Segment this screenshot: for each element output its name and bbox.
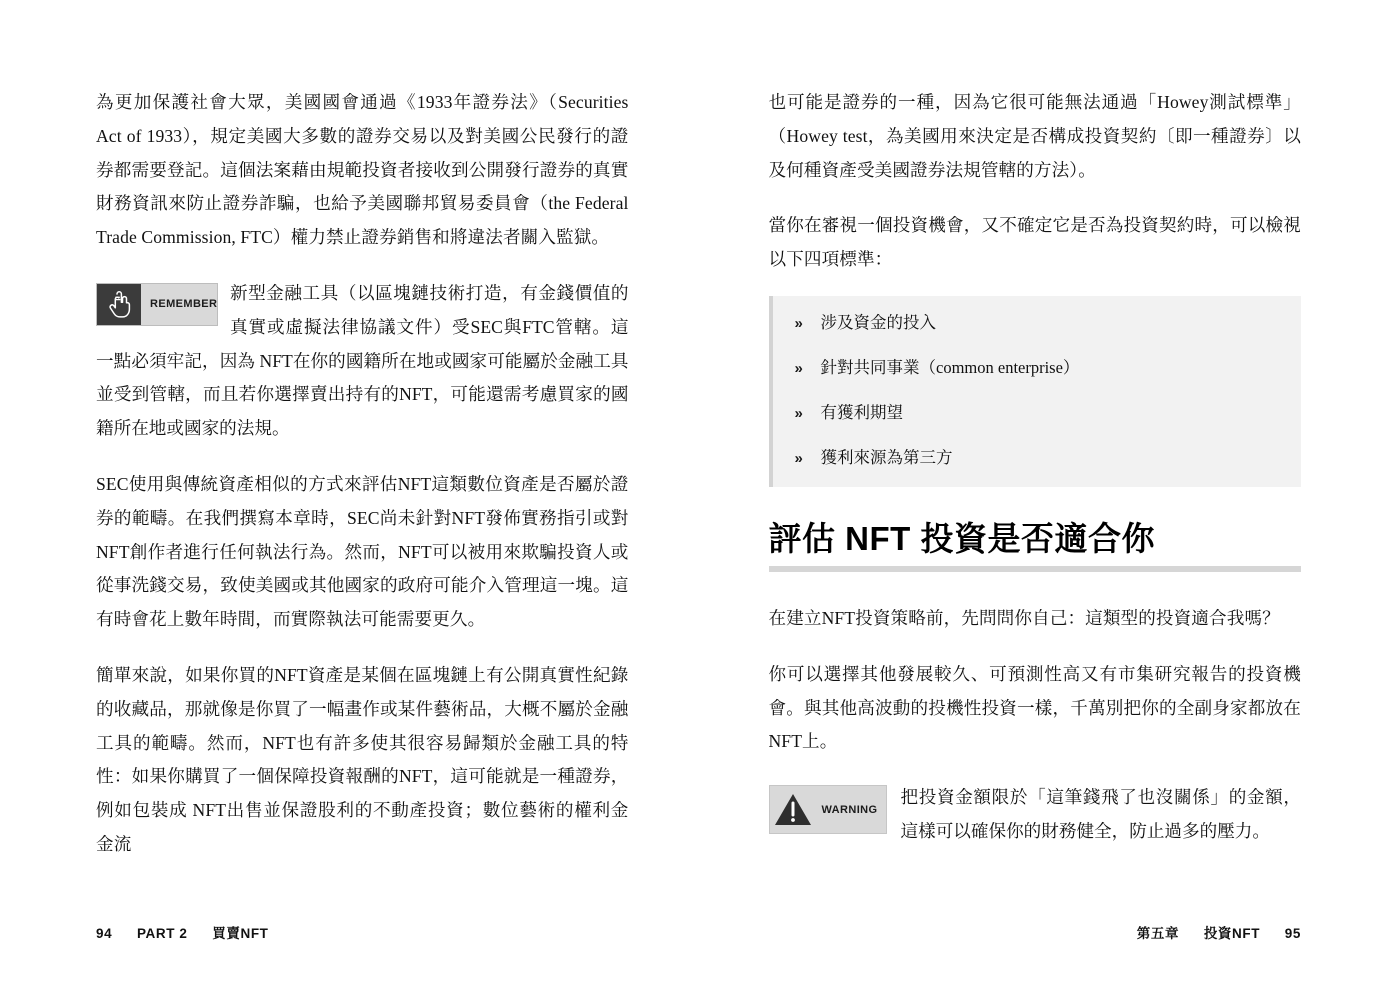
list-item (795, 310, 1292, 336)
list-item-label: 針對共同事業（common enterprise） (820, 357, 1080, 377)
warning-icon (769, 785, 887, 834)
footer-section: 買賣NFT (212, 926, 269, 941)
list-item-label: 涉及資金的投入 (820, 312, 936, 332)
warning-callout (769, 781, 1302, 849)
paragraph: 新型金融工具（以區塊鏈技術打造，有金錢價值的真實或虛擬法律協議文件）受SEC與FTC管轄。這一點必須牢記，因為 NFT在你的國籍所在地或國家可能屬於金融工具並受到管轄，而且若你選擇賣出持有的NFT，可能還需考慮買家的國籍所在地或國家的法規。 (96, 282, 629, 439)
warning-triangle-icon (770, 786, 816, 833)
criteria-list (769, 296, 1302, 487)
footer-left (96, 922, 269, 942)
list-item-label: 獲利來源為第三方 (820, 447, 953, 467)
paragraph: 你可以選擇其他發展較久、可預測性高又有市集研究報告的投資機會。與其他高波動的投機性投資一樣，千萬別把你的全副身家都放在NFT上。 (768, 663, 1301, 752)
paragraph: SEC使用與傳統資產相似的方式來評估NFT這類數位資產是否屬於證券的範疇。在我們撰寫本章時，SEC尚未針對NFT發佈實務指引或對NFT創作者進行任何執法行為。然而，NFT可以被用來欺騙投資人或從事洗錢交易，致使美國或其他國家的政府可能介入管理這一塊。這有時會花上數年時間，而實際執法可能需要更久。 (96, 473, 629, 630)
paragraph: 也可能是證券的一種，因為它很可能無法通過「Howey測試標準」（Howey test，為美國用來決定是否構成投資契約〔即一種證券〕以及何種資產受美國證券法規管轄的方法）。 (768, 92, 1301, 180)
footer-chapter: 第五章 (1136, 926, 1180, 941)
remember-callout (96, 277, 629, 446)
list-item (795, 445, 1292, 471)
remember-icon-label: REMEMBER (150, 298, 218, 311)
footer-section: 投資NFT (1203, 926, 1261, 941)
right-page (699, 0, 1397, 1000)
footer-right (1137, 922, 1301, 942)
section-heading: 評估 NFT 投資是否適合你 (768, 519, 1155, 557)
heading-rule (769, 566, 1302, 572)
page-number: 95 (1284, 926, 1301, 941)
bullet-marker-icon: » (794, 404, 801, 422)
paragraph: 把投資金額限於「這筆錢飛了也沒關係」的金額，這樣可以確保你的財務健全，防止過多的壓力。 (900, 787, 1301, 841)
page-number: 94 (96, 926, 113, 941)
paragraph: 在建立NFT投資策略前，先問問你自己：這類型的投資適合我嗎？ (768, 607, 1280, 628)
paragraph: 為更加保護社會大眾，美國國會通過《1933年證券法》（Securities Act of 1933），規定美國大多數的證券交易以及對美國公民發行的證券都需要登記。這個法案藉由規範投資者接收到公開發行證券的真實財務資訊來防止證券詐騙，也給予美國聯邦貿易委員會（the Federal Trade Commission, FTC）權力禁止證券銷售和將違法者關入監獄。 (96, 92, 629, 248)
remember-icon (96, 283, 218, 326)
paragraph: 簡單來說，如果你買的NFT資產是某個在區塊鏈上有公開真實性紀錄的收藏品，那就像是你買了一幅畫作或某件藝術品，大概不屬於金融工具的範疇。然而，NFT也有許多使其很容易歸類於金融工具的特性：如果你購買了一個保障投資報酬的NFT，這可能就是一種證券，例如包裝成 NFT出售並保證股利的不動產投資；數位藝術的權利金金流 (96, 664, 629, 854)
list-item-label: 有獲利期望 (820, 402, 903, 422)
hand-pointer-icon (97, 284, 141, 325)
bullet-marker-icon: » (794, 314, 801, 332)
warning-icon-label: WARNING (821, 803, 878, 816)
bullet-marker-icon: » (794, 449, 801, 467)
list-item (795, 355, 1292, 381)
footer-part: PART 2 (136, 926, 188, 941)
list-item (795, 400, 1292, 426)
bullet-marker-icon: » (794, 359, 801, 377)
paragraph: 當你在審視一個投資機會，又不確定它是否為投資契約時，可以檢視以下四項標準： (768, 215, 1301, 270)
